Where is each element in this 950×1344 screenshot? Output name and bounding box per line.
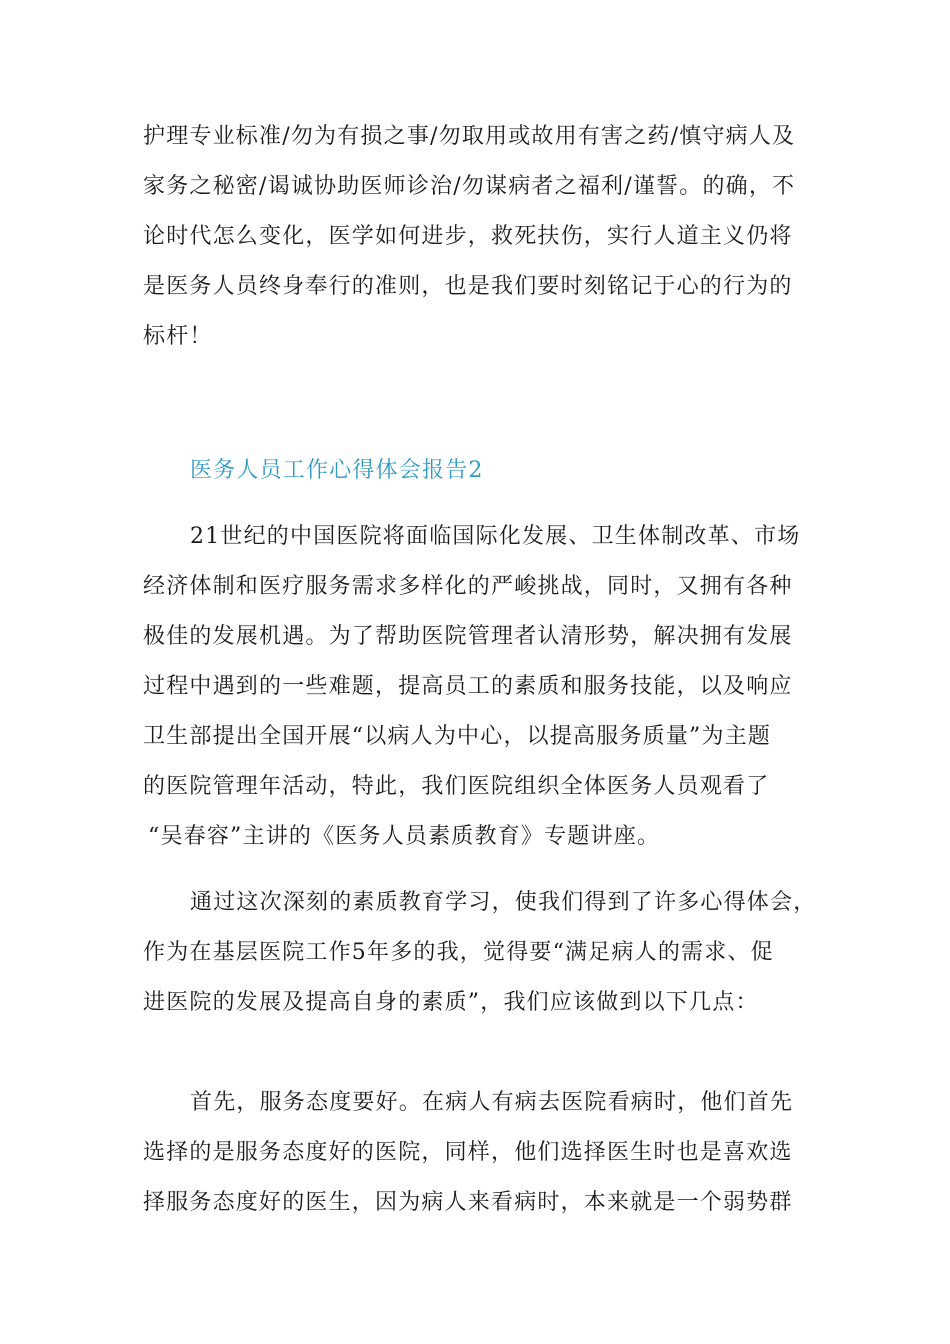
text-line: 过程中遇到的一些难题，提高员工的素质和服务技能，以及响应 (143, 674, 793, 699)
text-line: 首先，服务态度要好。在病人有病去医院看病时，他们首先 (190, 1090, 794, 1115)
text-line: 作为在基层医院工作5年多的我，觉得要“满足病人的需求、促 (143, 940, 774, 965)
text-line: 卫生部提出全国开展“以病人为中心，以提高服务质量”为主题 (143, 724, 772, 749)
section-heading: 医务人员工作心得体会报告2 (190, 458, 484, 483)
text-line: 进医院的发展及提高自身的素质”，我们应该做到以下几点： (143, 990, 759, 1015)
text-line: 极佳的发展机遇。为了帮助医院管理者认清形势，解决拥有发展 (143, 624, 793, 649)
text-line: 21世纪的中国医院将面临国际化发展、卫生体制改革、市场 (190, 524, 801, 549)
text-line: “吴春容”主讲的《医务人员素质教育》专题讲座。 (148, 824, 661, 849)
text-line: 选择的是服务态度好的医院，同样，他们选择医生时也是喜欢选 (143, 1140, 793, 1165)
text-line: 护理专业标准/勿为有损之事/勿取用或故用有害之药/慎守病人及 (143, 124, 796, 149)
text-line: 是医务人员终身奉行的准则，也是我们要时刻铭记于心的行为的 (143, 274, 793, 299)
text-line: 择服务态度好的医生，因为病人来看病时，本来就是一个弱势群 (143, 1190, 793, 1215)
text-line: 的医院管理年活动，特此，我们医院组织全体医务人员观看了 (143, 774, 770, 799)
text-line: 论时代怎么变化，医学如何进步，救死扶伤，实行人道主义仍将 (143, 224, 793, 249)
text-line: 家务之秘密/谒诚协助医师诊治/勿谋病者之福利/谨誓。的确，不 (143, 174, 796, 199)
text-line: 经济体制和医疗服务需求多样化的严峻挑战，同时，又拥有各种 (143, 574, 793, 599)
text-line: 通过这次深刻的素质教育学习，使我们得到了许多心得体会， (190, 890, 817, 915)
text-line: 标杆！ (143, 324, 213, 349)
